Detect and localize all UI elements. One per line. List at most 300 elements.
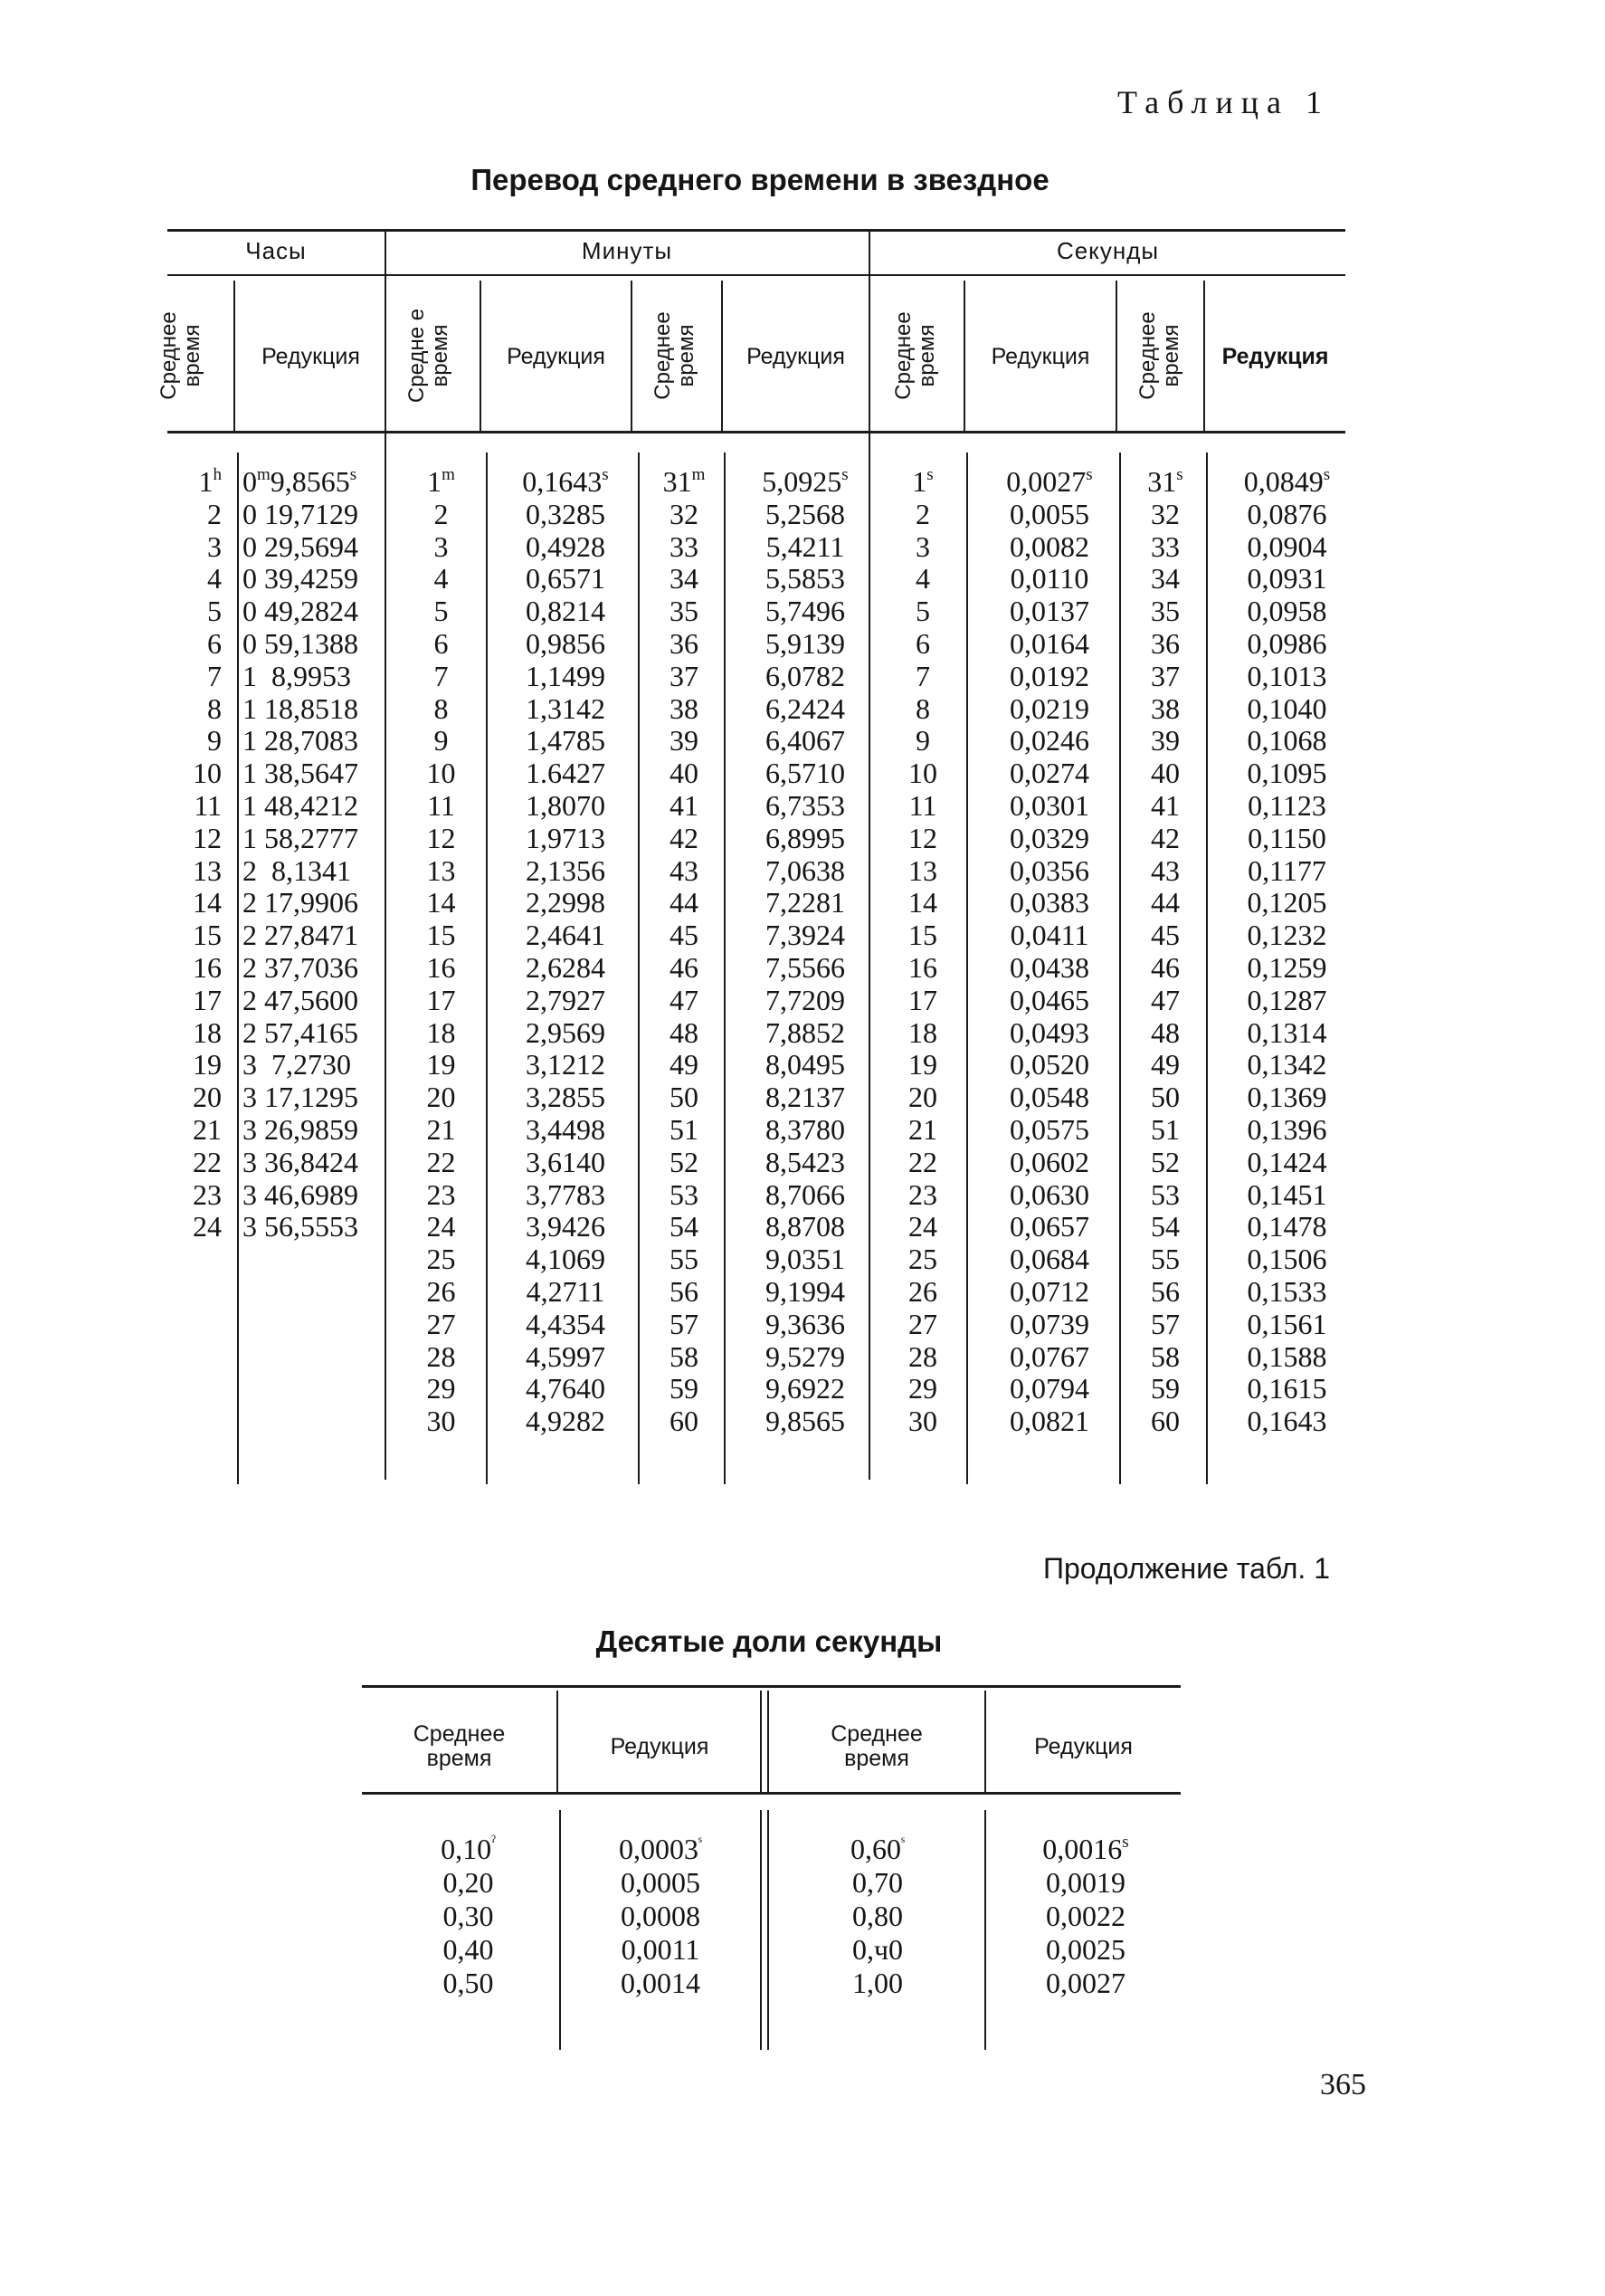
table-cell: 17 (426, 983, 456, 1016)
header-mean-time: Среднее время (413, 1721, 506, 1771)
table-cell: 8 (433, 691, 449, 725)
table-cell: 5,2568 (765, 497, 845, 530)
table-cell: 51 (670, 1112, 698, 1146)
table-cell: 34 (670, 562, 698, 595)
table-cell: 0,0383 (1010, 886, 1089, 919)
header-mean-time: Среднее время (157, 311, 204, 400)
table-cell: 0,0876 (1247, 497, 1327, 530)
table-cell: 0,0821 (1010, 1405, 1089, 1438)
table-cell: 7 (433, 659, 449, 692)
table-cell: 0,1095 (1247, 757, 1327, 790)
table-cell: 6 (916, 626, 930, 660)
table-cell: 26 (908, 1274, 937, 1308)
table-cell: 0,0465 (1010, 983, 1089, 1016)
header-reduction: Редукция (1034, 1734, 1133, 1759)
table-cell: 53 (670, 1177, 698, 1211)
table-cell: 0,1040 (1247, 691, 1327, 725)
header-mean-time: Средне е время (404, 308, 452, 404)
table-cell: 52 (1151, 1145, 1180, 1178)
table-cell: 7,8852 (765, 1015, 845, 1049)
table-cell: 0,0246 (1010, 724, 1089, 757)
table-cell: 55 (1151, 1243, 1180, 1276)
table-cell: 51 (1151, 1112, 1180, 1146)
table-cell: 0,1451 (1247, 1177, 1327, 1211)
table-cell: 0,0739 (1010, 1307, 1089, 1340)
table-cell: 8,8708 (765, 1210, 845, 1243)
table-cell: 9,6922 (765, 1372, 845, 1405)
table-cell: 9 (433, 724, 449, 757)
table-cell: 0,80 (852, 1900, 903, 1932)
table-cell: 4,4354 (526, 1307, 605, 1340)
table-cell: 35 (1151, 595, 1180, 628)
table-cell: 21 (426, 1112, 456, 1146)
column-header-rule (167, 431, 1345, 433)
table-cell: 0,0082 (1010, 529, 1089, 563)
table-cell: 41 (1151, 788, 1180, 822)
table-cell: 36 (1151, 626, 1180, 660)
table-cell: 1 8,9953 (242, 659, 351, 692)
table-cell: 20 (193, 1081, 222, 1114)
table-cell: 2,4641 (526, 919, 605, 952)
table-cell: 0,70 (852, 1866, 903, 1899)
table-cell: 58 (670, 1339, 698, 1373)
table-cell: 28 (908, 1339, 937, 1373)
table-cell: 5 (433, 595, 449, 628)
table-cell: 6,8995 (765, 821, 845, 854)
table-cell: 19 (426, 1048, 456, 1081)
table-cell: 44 (670, 886, 698, 919)
table-cell: 48 (1151, 1015, 1180, 1049)
table-cell: 18 (908, 1015, 937, 1049)
table-cell: 0,0027 (1046, 1967, 1125, 1999)
table-label: Таблица 1 (1117, 84, 1330, 120)
table-cell: 7,0638 (765, 853, 845, 887)
table-cell: 8 (916, 691, 930, 725)
table-cell: 0,1588 (1247, 1339, 1327, 1373)
table-cell: 0,0025 (1046, 1933, 1125, 1966)
table-cell: 2 37,7036 (242, 950, 358, 984)
table-cell: 32 (670, 497, 698, 530)
table-cell: 37 (670, 659, 698, 692)
table-cell: 0,30 (442, 1900, 494, 1932)
table-cell: 0,1068 (1247, 724, 1327, 757)
table-cell: 0,0219 (1010, 691, 1089, 725)
table-cell: 6 (433, 626, 449, 660)
table-cell: 0,1478 (1247, 1210, 1327, 1243)
table-cell: 3,4498 (526, 1112, 605, 1146)
table-cell: 49 (1151, 1048, 1180, 1081)
table-cell: 1 48,4212 (242, 788, 358, 822)
table-cell: 1,4785 (526, 724, 605, 757)
table-top-rule (167, 229, 1345, 232)
table-cell: 40 (1151, 757, 1180, 790)
table-cell: 25 (908, 1243, 937, 1276)
column-divider (984, 1810, 986, 2050)
table-cell: 1 58,2777 (242, 821, 358, 854)
table-cell: 0,0849$^s$ (1243, 465, 1331, 498)
table-cell: 46 (670, 950, 698, 984)
table-cell: 58 (1151, 1339, 1180, 1373)
table-cell: 0,0055 (1010, 497, 1089, 530)
page-title: Перевод среднего времени в звездное (470, 163, 1049, 196)
table-cell: 0,1123 (1248, 788, 1326, 822)
table-cell: 0,1342 (1247, 1048, 1327, 1081)
table-cell: 0,0411 (1010, 919, 1089, 952)
table-cell: 23 (908, 1177, 937, 1211)
table-cell: 59 (670, 1372, 698, 1405)
table-cell: 7,2281 (765, 886, 845, 919)
table-cell: 6,7353 (765, 788, 845, 822)
table-cell: 43 (1151, 853, 1180, 887)
table-cell: 0,8214 (526, 595, 605, 628)
tenths-reduction-column (991, 1833, 1181, 2000)
table-cell: 29 (908, 1372, 937, 1405)
table-cell: 29 (426, 1372, 456, 1405)
table-cell: 0,1232 (1247, 919, 1327, 952)
table-cell: 17 (908, 983, 937, 1016)
table-cell: 31$^s$ (1147, 465, 1183, 498)
table-cell: 3 26,9859 (242, 1112, 358, 1146)
table-cell: 9 (916, 724, 930, 757)
column-divider (233, 281, 235, 433)
table-cell: 9,8565 (765, 1405, 845, 1438)
table-cell: 3 46,6989 (242, 1177, 358, 1211)
table-cell: 1,9713 (526, 821, 605, 854)
column-divider (237, 453, 239, 1484)
table-cell: 22 (426, 1145, 456, 1178)
table-cell: 25 (426, 1243, 456, 1276)
table-cell: 0,1643 (1247, 1405, 1327, 1438)
table-cell: 11 (427, 788, 455, 822)
table-cell: 0,0008 (621, 1900, 700, 1932)
table-cell: 21 (193, 1112, 222, 1146)
table-cell: 20 (908, 1081, 937, 1114)
table-cell: 42 (1151, 821, 1180, 854)
table-cell: 22 (193, 1145, 222, 1178)
seconds-time-column (882, 466, 964, 1438)
table-cell: 21 (908, 1112, 937, 1146)
header-reduction: Редукция (991, 344, 1090, 369)
table-cell: 0,0794 (1010, 1372, 1089, 1405)
hours-time-column (172, 466, 222, 1243)
column-divider (966, 453, 968, 1484)
table-cell: 0,0931 (1247, 562, 1327, 595)
table-cell: 0,0630 (1010, 1177, 1089, 1211)
header-mean-time: Среднее время (651, 311, 698, 400)
column-divider (638, 453, 640, 1484)
table-cell: 0,ч0 (851, 1933, 904, 1966)
group-header-seconds: Секунды (1056, 237, 1160, 264)
table-cell: 0,0164 (1010, 626, 1089, 660)
table-cell: 0,9856 (526, 626, 605, 660)
table-cell: 0,0657 (1010, 1210, 1089, 1243)
table-top-rule (362, 1685, 1181, 1688)
table-cell: 0,40 (442, 1933, 494, 1966)
table-cell: 0,0019 (1046, 1866, 1125, 1899)
table-cell: 13 (908, 853, 937, 887)
table-cell: 5,5853 (765, 562, 845, 595)
table-cell: 0,0575 (1010, 1112, 1089, 1146)
table-cell: 3,1212 (526, 1048, 605, 1081)
table-cell: 18 (193, 1015, 222, 1049)
table-cell: 28 (426, 1339, 456, 1373)
group-header-minutes: Минуты (581, 237, 673, 264)
table-cell: 24 (426, 1210, 456, 1243)
table-cell: 0,0011 (621, 1933, 700, 1966)
table-cell: 50 (1151, 1081, 1180, 1114)
group-divider (385, 231, 386, 1480)
table-cell: 10 (426, 757, 456, 790)
table-cell: 0,1205 (1247, 886, 1327, 919)
column-divider (486, 453, 488, 1484)
table-cell: 14 (193, 886, 222, 919)
table-cell: 9,0351 (765, 1243, 845, 1276)
table-cell: 3 36,8424 (242, 1145, 358, 1178)
table-cell: 47 (670, 983, 698, 1016)
table-cell: $0,10^ˀ$ (441, 1833, 496, 1865)
header-mean-time: Среднее время (891, 311, 939, 400)
table-cell: 8,2137 (765, 1081, 845, 1114)
table-cell: 40 (670, 757, 698, 790)
table-cell: 10 (908, 757, 937, 790)
table-cell: 0,20 (442, 1866, 494, 1899)
column-divider (631, 281, 632, 433)
column-header-rule (362, 1792, 1181, 1795)
table-cell: 0,1615 (1247, 1372, 1327, 1405)
table-cell: 16 (426, 950, 456, 984)
table-cell: 45 (1151, 919, 1180, 952)
header-reduction: Редукция (261, 344, 360, 369)
table-cell: 3 (916, 529, 930, 563)
table-cell: 3 (207, 529, 222, 563)
table-cell: 16 (908, 950, 937, 984)
minutes-reduction-column (733, 466, 878, 1438)
table-cell: 2 (916, 497, 930, 530)
table-cell: 26 (426, 1274, 456, 1308)
table-cell: 9 (207, 724, 222, 757)
table-cell: 3 17,1295 (242, 1081, 358, 1114)
table-cell: 0,1369 (1247, 1081, 1327, 1114)
table-cell: 0,0958 (1247, 595, 1327, 628)
table-cell: 6,4067 (765, 724, 845, 757)
table-cell: 48 (670, 1015, 698, 1049)
table-cell: 3,9426 (526, 1210, 605, 1243)
page-number: 365 (1320, 2068, 1366, 2101)
table-cell: 22 (908, 1145, 937, 1178)
table-cell: $0,60^ˢ$ (850, 1833, 906, 1865)
table-cell: 60 (670, 1405, 698, 1438)
table-cell: 0,1259 (1247, 950, 1327, 984)
table-cell: 52 (670, 1145, 698, 1178)
table-cell: 23 (193, 1177, 222, 1211)
table-cell: 7,7209 (765, 983, 845, 1016)
table-cell: 5,0925$^s$ (762, 465, 849, 498)
table-cell: 13 (426, 853, 456, 887)
header-reduction: Редукция (1221, 344, 1329, 369)
table-cell: 37 (1151, 659, 1180, 692)
table-cell: 1$^s$ (912, 465, 934, 498)
table-cell: $0,0003^ˢ$ (618, 1833, 703, 1865)
table-cell: 2,1356 (526, 853, 605, 887)
table-cell: 0$^m$9,8565$^s$ (242, 465, 357, 498)
table-cell: 57 (670, 1307, 698, 1340)
table-cell: 2,6284 (526, 950, 605, 984)
table-cell: 6,2424 (765, 691, 845, 725)
column-divider (760, 1810, 762, 2050)
table-cell: 7 (916, 659, 930, 692)
table-cell: 0,1396 (1247, 1112, 1327, 1146)
table-cell: 3 56,5553 (242, 1210, 358, 1243)
table-cell: 35 (670, 595, 698, 628)
table-cell: 17 (193, 983, 222, 1016)
table-cell: 3,7783 (526, 1177, 605, 1211)
table-cell: 53 (1151, 1177, 1180, 1211)
table-cell: 1$^m$ (427, 465, 455, 498)
table-cell: 0 19,7129 (242, 497, 358, 530)
table-cell: 12 (426, 821, 456, 854)
seconds-reduction-column (1217, 466, 1357, 1438)
table-cell: 8,7066 (765, 1177, 845, 1211)
table-cell: 0,3285 (526, 497, 605, 530)
table-cell: 2,2998 (526, 886, 605, 919)
header-mean-time: Среднее время (831, 1721, 923, 1771)
table-cell: 15 (193, 919, 222, 952)
table-cell: 1,1499 (526, 659, 605, 692)
table-cell: 11 (194, 788, 222, 822)
table-cell: 47 (1151, 983, 1180, 1016)
continuation-label: Продолжение табл. 1 (1043, 1552, 1330, 1585)
table-cell: 43 (670, 853, 698, 887)
table-cell: 5 (207, 595, 222, 628)
table-cell: 33 (1151, 529, 1180, 563)
table-cell: 5,4211 (765, 529, 845, 563)
table-cell: 4,7640 (526, 1372, 605, 1405)
table-cell: 0,0712 (1010, 1274, 1089, 1308)
column-divider (760, 1691, 762, 1792)
table-cell: 7,5566 (765, 950, 845, 984)
table-cell: 8,0495 (765, 1048, 845, 1081)
table-cell: 0,1314 (1247, 1015, 1327, 1049)
table-cell: 0,1643$^s$ (522, 465, 609, 498)
table-cell: 5 (916, 595, 930, 628)
table-cell: 2,7927 (526, 983, 605, 1016)
table-cell: 5,7496 (765, 595, 845, 628)
table-cell: 55 (670, 1243, 698, 1276)
table-cell: 1 18,8518 (242, 691, 358, 725)
table-cell: 4 (433, 562, 449, 595)
table-cell: 1 28,7083 (242, 724, 358, 757)
table-cell: 34 (1151, 562, 1180, 595)
table-cell: 0,0005 (621, 1866, 700, 1899)
table-cell: 3 (433, 529, 449, 563)
table-cell: 46 (1151, 950, 1180, 984)
table-cell: 7 (207, 659, 222, 692)
table-cell: 1 38,5647 (242, 757, 358, 790)
table-cell: 39 (1151, 724, 1180, 757)
table-cell: 38 (1151, 691, 1180, 725)
table-cell: 0,0329 (1010, 821, 1089, 854)
table-cell: 0,0137 (1010, 595, 1089, 628)
column-divider (1206, 453, 1208, 1484)
table-cell: 20 (426, 1081, 456, 1114)
table-cell: 59 (1151, 1372, 1180, 1405)
table-cell: 2 (433, 497, 449, 530)
hours-reduction-column (242, 466, 385, 1243)
table-cell: 27 (908, 1307, 937, 1340)
table-cell: 6 (207, 626, 222, 660)
table-cell: 0,1177 (1248, 853, 1326, 887)
table-cell: 0,0027$^s$ (1006, 465, 1093, 498)
table-cell: 56 (1151, 1274, 1180, 1308)
table-cell: 49 (670, 1048, 698, 1081)
table-cell: 0 29,5694 (242, 529, 358, 563)
table-cell: 3 7,2730 (242, 1048, 351, 1081)
table-cell: 0,0548 (1010, 1081, 1089, 1114)
table-cell: 41 (670, 788, 698, 822)
table-cell: 7,3924 (765, 919, 845, 952)
table-cell: 2,9569 (526, 1015, 605, 1049)
table-cell: 0 49,2824 (242, 595, 358, 628)
table-cell: 0,0493 (1010, 1015, 1089, 1049)
table-cell: 32 (1151, 497, 1180, 530)
tenths-mean-time-column (774, 1833, 982, 2000)
table-cell: 2 (207, 497, 222, 530)
table-cell: 1,3142 (526, 691, 605, 725)
table-cell: 0,0014 (621, 1967, 700, 1999)
table-cell: 56 (670, 1274, 698, 1308)
table-cell: 30 (908, 1405, 937, 1438)
table-cell: 54 (670, 1210, 698, 1243)
table-cell: 0,0110 (1010, 562, 1089, 595)
table-cell: 4,2711 (526, 1274, 605, 1308)
table-cell: 44 (1151, 886, 1180, 919)
table-cell: 0,6571 (526, 562, 605, 595)
column-divider (724, 453, 726, 1484)
column-divider (1116, 281, 1117, 433)
table-cell: 0,1150 (1248, 821, 1326, 854)
table-cell: 4,5997 (526, 1339, 605, 1373)
column-divider (559, 1810, 561, 2050)
table-cell: 0 59,1388 (242, 626, 358, 660)
table-cell: 45 (670, 919, 698, 952)
table-cell: 2 27,8471 (242, 919, 358, 952)
table-cell: 0,0602 (1010, 1145, 1089, 1178)
table-cell: 24 (908, 1210, 937, 1243)
table-cell: 0,0301 (1010, 788, 1089, 822)
table-cell: 31$^m$ (662, 465, 706, 498)
header-mean-time: Среднее время (1135, 311, 1183, 400)
seconds-reduction-column (977, 466, 1122, 1438)
table-cell: 0,0438 (1010, 950, 1089, 984)
table-cell: 9,3636 (765, 1307, 845, 1340)
header-reduction: Редукция (507, 344, 605, 369)
table-cell: 9,5279 (765, 1339, 845, 1373)
table-cell: 0,1561 (1247, 1307, 1327, 1340)
table-cell: 1$^h$ (198, 465, 222, 498)
table-cell: 2 57,4165 (242, 1015, 358, 1049)
table-cell: 60 (1151, 1405, 1180, 1438)
table-cell: 57 (1151, 1307, 1180, 1340)
table-cell: 18 (426, 1015, 456, 1049)
table-cell: 12 (908, 821, 937, 854)
table-cell: 0,0022 (1046, 1900, 1125, 1932)
table-cell: 15 (426, 919, 456, 952)
table-cell: 36 (670, 626, 698, 660)
table-cell: 2 47,5600 (242, 983, 358, 1016)
table-cell: 16 (193, 950, 222, 984)
table-cell: 0,0904 (1247, 529, 1327, 563)
group-header-hours: Часы (245, 237, 307, 264)
